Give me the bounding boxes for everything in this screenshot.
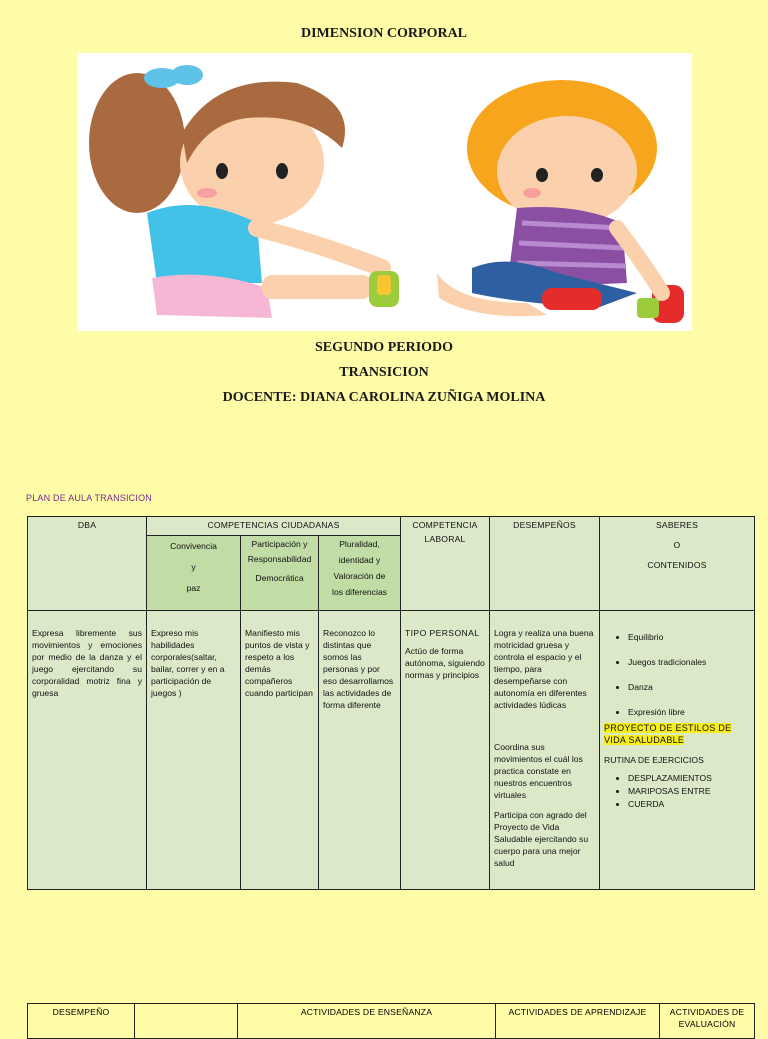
header-laboral xyxy=(401,517,490,611)
grade-title: TRANSICION xyxy=(339,365,429,380)
plan-label: PLAN DE AULA TRANSICION xyxy=(26,493,152,503)
saberes-list xyxy=(604,631,750,718)
teacher-title: DOCENTE: DIANA CAROLINA ZUÑIGA MOLINA xyxy=(222,390,546,405)
header-convivencia-line3: paz xyxy=(186,583,201,593)
period-title: SEGUNDO PERIODO xyxy=(314,340,454,355)
desempeno-item: Coordina sus movimientos el cuál los practica constate en nuestros encuentros virtuales xyxy=(494,742,583,800)
header-saberes-line1: SABERES xyxy=(656,520,698,530)
laboral-text: Actúo de forma autónoma, siguiendo normas y principios xyxy=(405,646,485,680)
header-aprendizaje: ACTIVIDADES DE APRENDIZAJE xyxy=(496,1004,660,1039)
header-pluralidad-line4: los diferencias xyxy=(332,587,387,597)
laboral-title: TIPO PERSONAL xyxy=(405,628,480,638)
header-desempeno: DESEMPEÑO xyxy=(28,1004,135,1039)
header-competencias: COMPETENCIAS CIUDADANAS xyxy=(147,517,401,536)
saberes-item: • Equilibrio xyxy=(628,631,750,643)
girl-figure xyxy=(89,65,399,318)
boy-figure xyxy=(437,80,684,323)
header-dba: DBA xyxy=(28,517,147,611)
header-laboral-line1: COMPETENCIA xyxy=(412,520,478,530)
header-evaluacion: ACTIVIDADES DE EVALUACIÓN xyxy=(660,1004,755,1039)
header-convivencia-line2: y xyxy=(191,562,196,572)
header-participacion xyxy=(241,536,319,611)
stretching-kids-image xyxy=(77,53,692,331)
header-saberes xyxy=(600,517,755,611)
rutina-list xyxy=(604,772,750,810)
children-stretching-illustration xyxy=(77,53,692,331)
cell-dba: Expresa libremente sus movimientos y emociones por medio de la danza y el juego ejercitando su corporalidad motriz fina y gruesa xyxy=(28,611,147,890)
desempeno-item: Participa con agrado del Proyecto de Vida Saludable ejercitando su cuerpo para una mejor salud xyxy=(494,810,589,868)
proyecto-highlight: PROYECTO DE ESTILOS DE VIDA SALUDABLE xyxy=(604,723,732,745)
activities-table xyxy=(27,1003,755,1039)
desempeno-item: Logra y realiza una buena motricidad gruesa y controla el espacio y el tiempo, para desempeñarse con autonomía en diferentes actividades lúdicas xyxy=(494,628,594,710)
rutina-label: RUTINA DE EJERCICIOS xyxy=(604,755,704,765)
header-participacion-line2: Responsabilidad xyxy=(247,554,312,564)
header-pluralidad xyxy=(319,536,401,611)
saberes-item: • Juegos tradicionales xyxy=(628,656,750,668)
cell-convivencia: Expreso mis habilidades corporales(saltar, bailar, correr y en a participación de juegos ) xyxy=(147,611,241,890)
cell-desempenos xyxy=(490,611,600,890)
header-convivencia-line1: Convivencia xyxy=(170,541,217,551)
rutina-item: • MARIPOSAS ENTRE xyxy=(628,785,750,797)
proyecto-label xyxy=(604,722,750,746)
header-participacion-line3: Democrática xyxy=(255,573,304,583)
header-empty xyxy=(135,1004,238,1039)
header-ensenanza: ACTIVIDADES DE ENSEÑANZA xyxy=(238,1004,496,1039)
header-desempenos: DESEMPEÑOS xyxy=(490,517,600,611)
header-participacion-line1: Participación y xyxy=(251,539,308,549)
rutina-item: • CUERDA xyxy=(628,798,750,810)
document-title: DIMENSION CORPORAL xyxy=(300,26,468,41)
saberes-item: • Expresión libre xyxy=(628,706,750,718)
cell-pluralidad: Reconozco lo distintas que somos las personas y por eso desarrollamos las actividades de forma diferente xyxy=(319,611,401,890)
saberes-item: • Danza xyxy=(628,681,750,693)
header-pluralidad-line1: Pluralidad, xyxy=(339,539,380,549)
header-pluralidad-line2: identidad y xyxy=(338,555,381,565)
header-pluralidad-line3: Valoración de xyxy=(333,571,386,581)
header-laboral-line2: LABORAL xyxy=(424,534,466,544)
cell-laboral xyxy=(401,611,490,890)
header-convivencia xyxy=(147,536,241,611)
header-saberes-line2: O xyxy=(673,540,681,550)
cell-participacion: Manifiesto mis puntos de vista y respeto a los demás compañeros cuando participan xyxy=(241,611,319,890)
rutina-item: • DESPLAZAMIENTOS xyxy=(628,772,750,784)
cell-saberes xyxy=(600,611,755,890)
header-saberes-line3: CONTENIDOS xyxy=(647,560,707,570)
plan-table xyxy=(27,516,755,890)
